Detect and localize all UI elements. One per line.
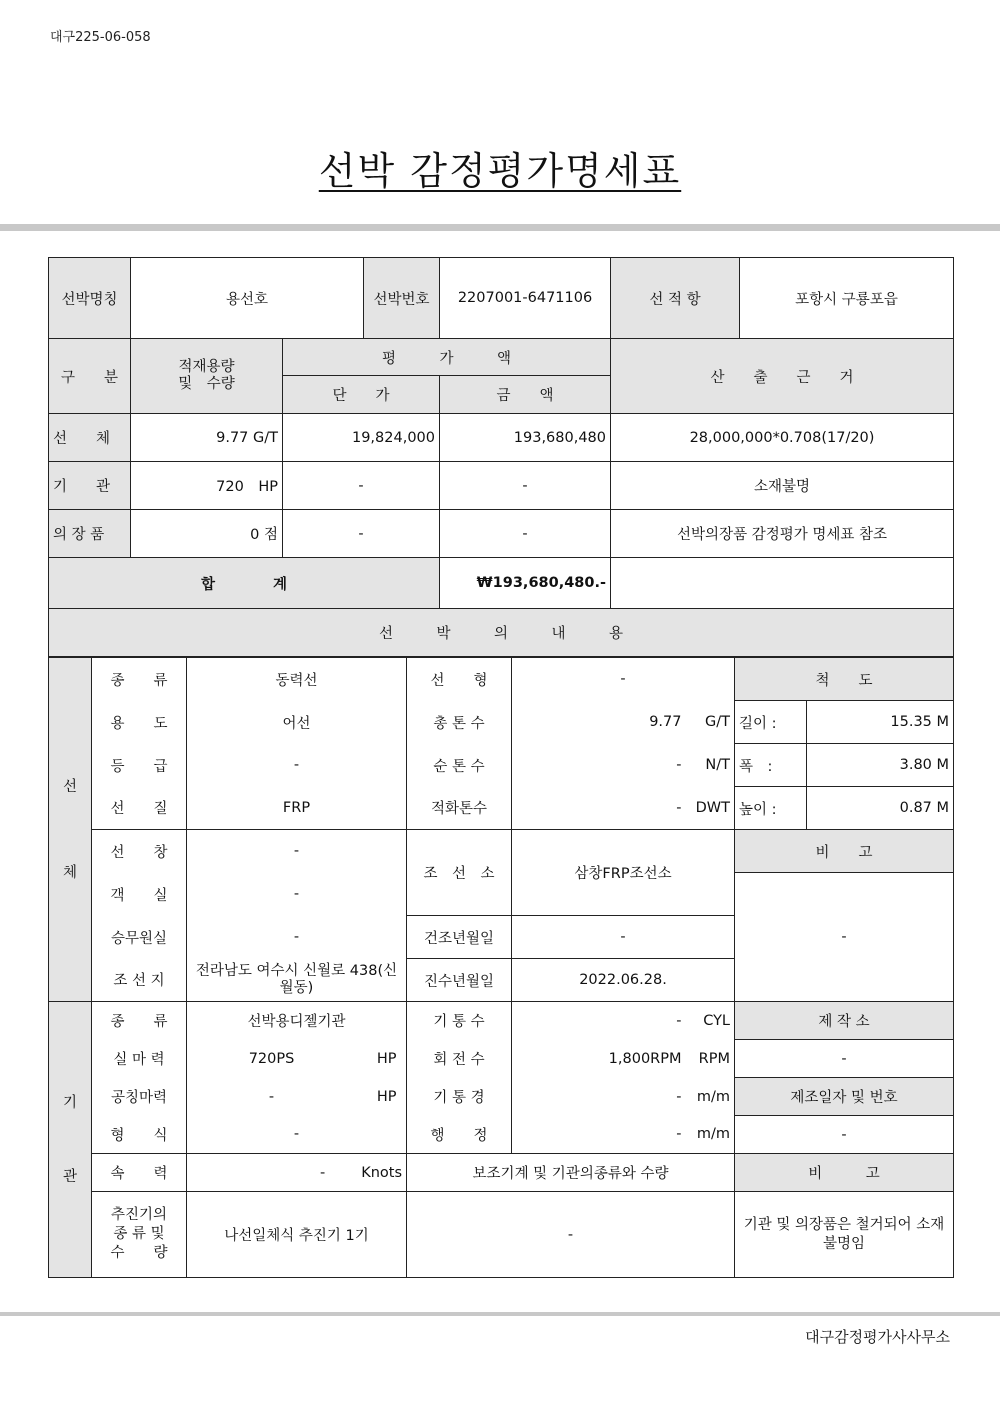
row-basis-hull: 28,000,000*0.708(17/20) <box>611 414 954 462</box>
hull-dwt: - <box>512 787 686 830</box>
hull-shape-label: 선 형 <box>407 658 512 701</box>
hull-cabin: - <box>187 873 407 916</box>
engine-type <box>187 1116 407 1154</box>
engine-power-unit: HP <box>376 1050 397 1067</box>
hull-net-unit: N/T <box>686 744 735 787</box>
hull-height: 0.87 M <box>807 787 954 830</box>
ship-no-label: 선박번호 <box>364 258 440 339</box>
hull-kind: 동력선 <box>187 658 407 701</box>
engine-rpm-label: 회 전 수 <box>407 1040 512 1078</box>
engine-power-label: 실 마 력 <box>92 1040 187 1078</box>
hull-use-label: 용 도 <box>92 701 187 744</box>
details-title: 선 박 의 내 용 <box>49 609 954 657</box>
engine-section-label <box>49 1002 92 1278</box>
hull-cabin-label: 객 실 <box>92 873 187 916</box>
row-unit-price-hull: 19,824,000 <box>283 414 440 462</box>
engine-rpm-unit: RPM <box>686 1040 735 1078</box>
hull-hold: - <box>187 830 407 873</box>
engine-rated-unit: HP <box>376 1088 397 1105</box>
top-divider <box>0 224 1000 231</box>
engine-maker-label: 제 작 소 <box>735 1002 954 1040</box>
unit-price-header: 단 가 <box>283 376 440 414</box>
engine-rpm: 1,800RPM <box>512 1040 686 1078</box>
row-label-outfit: 의 장 품 <box>49 510 131 558</box>
hull-launch: 2022.06.28. <box>512 959 735 1002</box>
hull-site: 전라남도 여수시 신월로 438(신월동) <box>187 959 407 1002</box>
engine-remarks-label: 비 고 <box>735 1154 954 1192</box>
row-capacity-hull: 9.77 G/T <box>131 414 283 462</box>
category-header: 구 분 <box>49 339 131 414</box>
engine-aux: - <box>407 1192 735 1278</box>
engine-bore: - <box>512 1078 686 1116</box>
engine-mfg: - <box>735 1116 954 1154</box>
engine-remarks: 기관 및 의장품은 철거되어 소재불명임 <box>735 1192 954 1278</box>
footer-office: 대구감정평가사사무소 <box>805 1328 950 1346</box>
hull-section-char-1: 선 <box>62 778 77 795</box>
engine-section-char-1: 기 <box>62 1094 77 1111</box>
hull-dims-label: 척 도 <box>735 658 954 701</box>
engine-maker: - <box>735 1040 954 1078</box>
engine-type-value: - <box>293 1126 300 1143</box>
hull-net-label: 순 톤 수 <box>407 744 512 787</box>
engine-prop-label: 추진기의 종 류 및 수 량 <box>92 1192 187 1278</box>
engine-stroke-label: 행 정 <box>407 1116 512 1154</box>
basis-header: 산 출 근 거 <box>611 339 954 414</box>
engine-rated <box>187 1078 407 1116</box>
engine-stroke: - <box>512 1116 686 1154</box>
engine-prop: 나선일체식 추진기 1기 <box>187 1192 407 1278</box>
hull-use: 어선 <box>187 701 407 744</box>
ship-name-label: 선박명칭 <box>49 258 131 339</box>
hull-grade-label: 등 급 <box>92 744 187 787</box>
engine-cyl-unit: CYL <box>686 1002 735 1040</box>
hull-grade: - <box>187 744 407 787</box>
engine-mfg-label: 제조일자 및 번호 <box>735 1078 954 1116</box>
total-amount: ₩193,680,480.- <box>440 558 611 609</box>
row-amount-engine: - <box>440 462 611 510</box>
engine-speed-value: - <box>319 1164 326 1181</box>
row-basis-engine: 소재불명 <box>611 462 954 510</box>
hull-dwt-label: 적화톤수 <box>407 787 512 830</box>
row-unit-price-engine: - <box>283 462 440 510</box>
row-capacity-engine: 720 HP <box>131 462 283 510</box>
total-label: 합 계 <box>49 558 440 609</box>
hull-dwt-unit: DWT <box>686 787 735 830</box>
details-table <box>48 657 954 1278</box>
hull-width: 3.80 M <box>807 744 954 787</box>
hull-yard: 삼창FRP조선소 <box>512 830 735 916</box>
engine-speed-label: 속 력 <box>92 1154 187 1192</box>
hull-shape: - <box>512 658 735 701</box>
row-label-engine: 기 관 <box>49 462 131 510</box>
hull-section-label <box>49 658 92 1002</box>
engine-power-value: 720PS <box>248 1050 295 1067</box>
engine-stroke-unit: m/m <box>686 1116 735 1154</box>
engine-rated-label: 공칭마력 <box>92 1078 187 1116</box>
summary-table <box>48 257 954 657</box>
hull-remarks-label: 비 고 <box>735 830 954 873</box>
hull-material: FRP <box>187 787 407 830</box>
engine-kind: 선박용디젤기관 <box>187 1002 407 1040</box>
hull-net: - <box>512 744 686 787</box>
hull-hold-label: 선 창 <box>92 830 187 873</box>
port: 포항시 구룡포읍 <box>740 258 954 339</box>
hull-gross-unit: G/T <box>686 701 735 744</box>
row-amount-hull: 193,680,480 <box>440 414 611 462</box>
engine-cyl: - <box>512 1002 686 1040</box>
amount-header: 금 액 <box>440 376 611 414</box>
engine-kind-label: 종 류 <box>92 1002 187 1040</box>
document-number: 대구225-06-058 <box>50 30 151 45</box>
engine-speed-unit: Knots <box>361 1164 402 1181</box>
ship-no: 2207001-6471106 <box>440 258 611 339</box>
port-label: 선 적 항 <box>611 258 740 339</box>
hull-length-label: 길이 : <box>735 701 807 744</box>
engine-bore-unit: m/m <box>686 1078 735 1116</box>
hull-material-label: 선 질 <box>92 787 187 830</box>
page-title: 선박 감정평가명세표 <box>318 149 682 193</box>
ship-name: 용선호 <box>131 258 364 339</box>
capacity-header: 적재용량 및 수량 <box>131 339 283 414</box>
hull-crew: - <box>187 916 407 959</box>
engine-type-label: 형 식 <box>92 1116 187 1154</box>
engine-bore-label: 기 통 경 <box>407 1078 512 1116</box>
engine-rated-value: - <box>268 1088 275 1105</box>
row-unit-price-outfit: - <box>283 510 440 558</box>
hull-width-label: 폭 : <box>735 744 807 787</box>
hull-build: - <box>512 916 735 959</box>
row-capacity-outfit: 0 점 <box>131 510 283 558</box>
hull-gross-label: 총 톤 수 <box>407 701 512 744</box>
total-empty-cell <box>611 558 954 609</box>
hull-height-label: 높이 : <box>735 787 807 830</box>
hull-length: 15.35 M <box>807 701 954 744</box>
hull-yard-label: 조 선 소 <box>407 830 512 916</box>
engine-power <box>187 1040 407 1078</box>
hull-kind-label: 종 류 <box>92 658 187 701</box>
engine-aux-label: 보조기계 및 기관의종류와 수량 <box>407 1154 735 1192</box>
appraisal-header: 평 가 액 <box>283 339 611 376</box>
engine-section-char-2: 관 <box>62 1168 77 1185</box>
engine-speed <box>187 1154 407 1192</box>
engine-cyl-label: 기 통 수 <box>407 1002 512 1040</box>
bottom-divider <box>0 1312 1000 1316</box>
hull-remarks: - <box>735 873 954 1002</box>
hull-gross: 9.77 <box>512 701 686 744</box>
row-label-hull: 선 체 <box>49 414 131 462</box>
hull-section-char-2: 체 <box>62 864 77 881</box>
hull-site-label: 조 선 지 <box>92 959 187 1002</box>
hull-launch-label: 진수년월일 <box>407 959 512 1002</box>
hull-crew-label: 승무원실 <box>92 916 187 959</box>
hull-build-label: 건조년월일 <box>407 916 512 959</box>
row-basis-outfit: 선박의장품 감정평가 명세표 참조 <box>611 510 954 558</box>
row-amount-outfit: - <box>440 510 611 558</box>
